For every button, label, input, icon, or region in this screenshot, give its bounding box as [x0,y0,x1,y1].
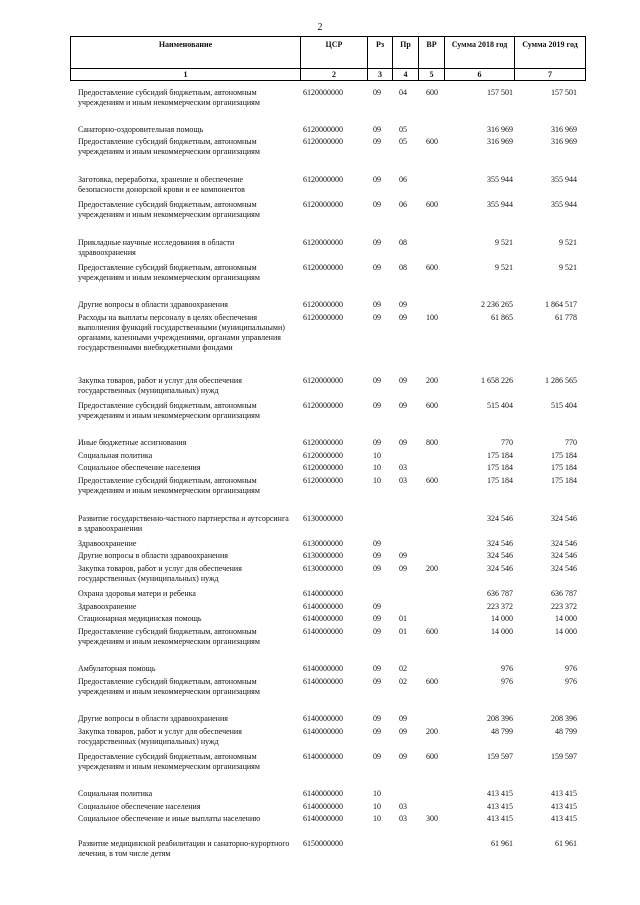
cell-rz: 09 [373,714,381,723]
cell-csr: 6130000000 [303,539,343,548]
cell-vr: 600 [426,263,438,272]
cell-pr: 05 [399,137,407,146]
cell-s2019: 316 969 [551,137,577,146]
cell-rz: 09 [373,677,381,686]
cell-rz: 10 [373,789,381,798]
cell-csr: 6120000000 [303,175,343,184]
cell-s2018: 175 184 [487,451,513,460]
cell-rz: 09 [373,125,381,134]
cell-pr: 01 [399,614,407,623]
cell-s2019: 14 000 [555,614,577,623]
header-name: Наименование [71,37,301,69]
cell-csr: 6120000000 [303,263,343,272]
cell-csr: 6120000000 [303,125,343,134]
cell-rz: 09 [373,238,381,247]
cell-csr: 6130000000 [303,514,343,523]
cell-rz: 09 [373,564,381,573]
cell-s2018: 14 000 [491,627,513,636]
cell-pr: 09 [399,313,407,322]
cell-vr: 600 [426,200,438,209]
cell-name: Социальная политика [78,451,153,460]
cell-rz: 09 [373,175,381,184]
cell-name: Здравоохранение [78,602,137,611]
cell-pr: 09 [399,551,407,560]
cell-name: Предоставление субсидий бюджетным, автономным учреждениям и иным некоммерческим организациям [78,752,260,771]
cell-name: Другие вопросы в области здравоохранения [78,714,228,723]
cell-name: Заготовка, переработка, хранение и обеспечение безопасности донорской крови и ее компонентов [78,175,245,194]
cell-name: Предоставление субсидий бюджетным, автономным учреждениям и иным некоммерческим организациям [78,627,260,646]
cell-pr: 06 [399,175,407,184]
cell-rz: 09 [373,438,381,447]
cell-rz: 09 [373,551,381,560]
cell-csr: 6140000000 [303,627,343,636]
cell-s2019: 61 961 [555,839,577,848]
cell-s2019: 324 546 [551,539,577,548]
cell-rz: 09 [373,401,381,410]
cell-name: Социальное обеспечение и иные выплаты населению [78,814,261,823]
cell-vr: 600 [426,137,438,146]
cell-name: Санаторно-оздоровительная помощь [78,125,204,134]
cell-rz: 09 [373,263,381,272]
header-vr: ВР [419,37,445,69]
header-num-5: 5 [419,69,445,81]
cell-rz: 09 [373,313,381,322]
cell-pr: 05 [399,125,407,134]
cell-s2019: 223 372 [551,602,577,611]
cell-csr: 6140000000 [303,802,343,811]
cell-s2019: 770 [565,438,577,447]
cell-s2019: 515 404 [551,401,577,410]
cell-s2018: 159 597 [487,752,513,761]
cell-s2019: 208 396 [551,714,577,723]
cell-rz: 09 [373,752,381,761]
cell-s2019: 9 521 [559,263,577,272]
cell-s2019: 9 521 [559,238,577,247]
cell-s2018: 316 969 [487,137,513,146]
cell-rz: 09 [373,137,381,146]
cell-s2019: 316 969 [551,125,577,134]
cell-name: Предоставление субсидий бюджетным, автономным учреждениям и иным некоммерческим организациям [78,677,260,696]
cell-csr: 6130000000 [303,551,343,560]
header-num-7: 7 [515,69,586,81]
header-num-2: 2 [301,69,368,81]
cell-csr: 6140000000 [303,677,343,686]
cell-s2018: 324 546 [487,539,513,548]
cell-name: Закупка товаров, работ и услуг для обеспечения государственных (муниципальных) нужд [78,564,242,583]
cell-name: Предоставление субсидий бюджетным, автономным учреждениям и иным некоммерческим организациям [78,88,260,107]
header-sum-2018: Сумма 2018 год [445,37,515,69]
cell-rz: 10 [373,814,381,823]
cell-name: Предоставление субсидий бюджетным, автономным учреждениям и иным некоммерческим организациям [78,401,260,420]
cell-s2018: 223 372 [487,602,513,611]
cell-s2018: 2 236 265 [481,300,513,309]
cell-csr: 6120000000 [303,238,343,247]
cell-csr: 6120000000 [303,476,343,485]
cell-vr: 600 [426,752,438,761]
cell-s2018: 976 [501,677,513,686]
cell-s2018: 976 [501,664,513,673]
cell-pr: 03 [399,802,407,811]
cell-s2019: 355 944 [551,175,577,184]
cell-s2018: 324 546 [487,551,513,560]
header-pr: Пр [393,37,419,69]
cell-csr: 6120000000 [303,200,343,209]
cell-name: Иные бюджетные ассигнования [78,438,187,447]
cell-vr: 600 [426,677,438,686]
cell-pr: 09 [399,401,407,410]
cell-csr: 6120000000 [303,401,343,410]
cell-s2018: 355 944 [487,175,513,184]
cell-name: Закупка товаров, работ и услуг для обеспечения государственных (муниципальных) нужд [78,376,242,395]
cell-pr: 03 [399,814,407,823]
cell-name: Предоставление субсидий бюджетным, автономным учреждениям и иным некоммерческим организациям [78,476,260,495]
cell-name: Социальное обеспечение населения [78,463,201,472]
cell-vr: 800 [426,438,438,447]
cell-rz: 10 [373,463,381,472]
cell-csr: 6120000000 [303,313,343,322]
cell-s2019: 48 799 [555,727,577,736]
cell-rz: 09 [373,627,381,636]
cell-pr: 09 [399,752,407,761]
cell-name: Другие вопросы в области здравоохранения [78,551,228,560]
cell-name: Прикладные научные исследования в области здравоохранения [78,238,235,257]
cell-pr: 09 [399,727,407,736]
cell-s2019: 355 944 [551,200,577,209]
cell-s2018: 413 415 [487,802,513,811]
cell-pr: 01 [399,627,407,636]
cell-s2019: 976 [565,677,577,686]
cell-name: Амбулаторная помощь [78,664,156,673]
cell-rz: 09 [373,200,381,209]
cell-csr: 6140000000 [303,602,343,611]
cell-rz: 09 [373,602,381,611]
cell-csr: 6140000000 [303,752,343,761]
cell-name: Другие вопросы в области здравоохранения [78,300,228,309]
cell-s2019: 175 184 [551,463,577,472]
cell-vr: 600 [426,401,438,410]
cell-rz: 10 [373,451,381,460]
cell-name: Стационарная медицинская помощь [78,614,202,623]
cell-name: Охрана здоровья матери и ребенка [78,589,196,598]
cell-name: Социальная политика [78,789,153,798]
cell-s2019: 61 778 [555,313,577,322]
cell-s2019: 413 415 [551,789,577,798]
cell-s2018: 175 184 [487,463,513,472]
cell-rz: 09 [373,300,381,309]
cell-pr: 09 [399,376,407,385]
cell-pr: 03 [399,476,407,485]
cell-csr: 6120000000 [303,300,343,309]
cell-name: Предоставление субсидий бюджетным, автономным учреждениям и иным некоммерческим организациям [78,137,260,156]
cell-s2018: 770 [501,438,513,447]
cell-rz: 09 [373,727,381,736]
cell-s2018: 48 799 [491,727,513,736]
cell-csr: 6140000000 [303,614,343,623]
header-num-3: 3 [368,69,393,81]
cell-s2019: 324 546 [551,564,577,573]
cell-csr: 6140000000 [303,814,343,823]
header-rz: Рз [368,37,393,69]
cell-pr: 09 [399,564,407,573]
cell-rz: 10 [373,476,381,485]
cell-pr: 09 [399,438,407,447]
cell-s2019: 159 597 [551,752,577,761]
cell-name: Здравоохранение [78,539,137,548]
cell-s2019: 175 184 [551,476,577,485]
cell-s2018: 355 944 [487,200,513,209]
cell-s2019: 324 546 [551,514,577,523]
cell-name: Развитие медицинской реабилитации и санаторно-курортного лечения, в том числе детям [78,839,290,858]
cell-s2018: 316 969 [487,125,513,134]
cell-pr: 08 [399,263,407,272]
header-num-1: 1 [71,69,301,81]
cell-s2018: 175 184 [487,476,513,485]
cell-rz: 09 [373,88,381,97]
cell-rz: 09 [373,539,381,548]
cell-csr: 6150000000 [303,839,343,848]
cell-s2018: 61 961 [491,839,513,848]
cell-vr: 600 [426,627,438,636]
cell-name: Расходы на выплаты персоналу в целях обеспечения выполнения функций государственными (муниципальными) органами, казенными учреждениями, органами управления государственными внебюджетными фондами [78,313,285,352]
cell-s2019: 413 415 [551,802,577,811]
cell-csr: 6120000000 [303,88,343,97]
cell-rz: 10 [373,802,381,811]
cell-name: Социальное обеспечение населения [78,802,201,811]
cell-name: Предоставление субсидий бюджетным, автономным учреждениям и иным некоммерческим организациям [78,200,260,219]
cell-s2018: 61 865 [491,313,513,322]
cell-pr: 09 [399,714,407,723]
cell-csr: 6140000000 [303,789,343,798]
cell-s2019: 1 864 517 [545,300,577,309]
cell-rz: 09 [373,376,381,385]
cell-vr: 100 [426,313,438,322]
page-number: 2 [317,22,323,33]
cell-s2018: 324 546 [487,564,513,573]
cell-vr: 200 [426,376,438,385]
cell-s2018: 413 415 [487,814,513,823]
cell-name: Развитие государственно-частного партнерства и аутсорсинга в здравоохранении [78,514,289,533]
cell-vr: 200 [426,564,438,573]
cell-s2018: 9 521 [495,238,513,247]
cell-vr: 600 [426,88,438,97]
cell-s2019: 636 787 [551,589,577,598]
cell-s2019: 324 546 [551,551,577,560]
cell-s2019: 175 184 [551,451,577,460]
cell-pr: 03 [399,463,407,472]
cell-csr: 6140000000 [303,727,343,736]
cell-s2018: 324 546 [487,514,513,523]
cell-s2019: 14 000 [555,627,577,636]
cell-pr: 08 [399,238,407,247]
cell-name: Закупка товаров, работ и услуг для обеспечения государственных (муниципальных) нужд [78,727,242,746]
cell-csr: 6140000000 [303,589,343,598]
cell-csr: 6120000000 [303,376,343,385]
cell-pr: 02 [399,677,407,686]
cell-csr: 6120000000 [303,463,343,472]
header-csr: ЦСР [301,37,368,69]
cell-csr: 6130000000 [303,564,343,573]
cell-s2018: 636 787 [487,589,513,598]
cell-s2018: 413 415 [487,789,513,798]
cell-s2018: 1 658 226 [481,376,513,385]
cell-s2019: 1 286 565 [545,376,577,385]
cell-rz: 09 [373,614,381,623]
cell-vr: 300 [426,814,438,823]
cell-pr: 09 [399,300,407,309]
cell-s2018: 208 396 [487,714,513,723]
cell-csr: 6140000000 [303,664,343,673]
cell-pr: 04 [399,88,407,97]
cell-s2018: 515 404 [487,401,513,410]
cell-csr: 6120000000 [303,451,343,460]
header-num-6: 6 [445,69,515,81]
cell-name: Предоставление субсидий бюджетным, автономным учреждениям и иным некоммерческим организациям [78,263,260,282]
cell-vr: 200 [426,727,438,736]
cell-s2018: 9 521 [495,263,513,272]
header-sum-2019: Сумма 2019 год [515,37,586,69]
cell-csr: 6140000000 [303,714,343,723]
header-num-4: 4 [393,69,419,81]
cell-pr: 02 [399,664,407,673]
cell-rz: 09 [373,664,381,673]
cell-s2019: 157 501 [551,88,577,97]
cell-s2019: 976 [565,664,577,673]
cell-s2019: 413 415 [551,814,577,823]
cell-csr: 6120000000 [303,137,343,146]
cell-pr: 06 [399,200,407,209]
cell-vr: 600 [426,476,438,485]
cell-s2018: 157 501 [487,88,513,97]
cell-s2018: 14 000 [491,614,513,623]
cell-csr: 6120000000 [303,438,343,447]
